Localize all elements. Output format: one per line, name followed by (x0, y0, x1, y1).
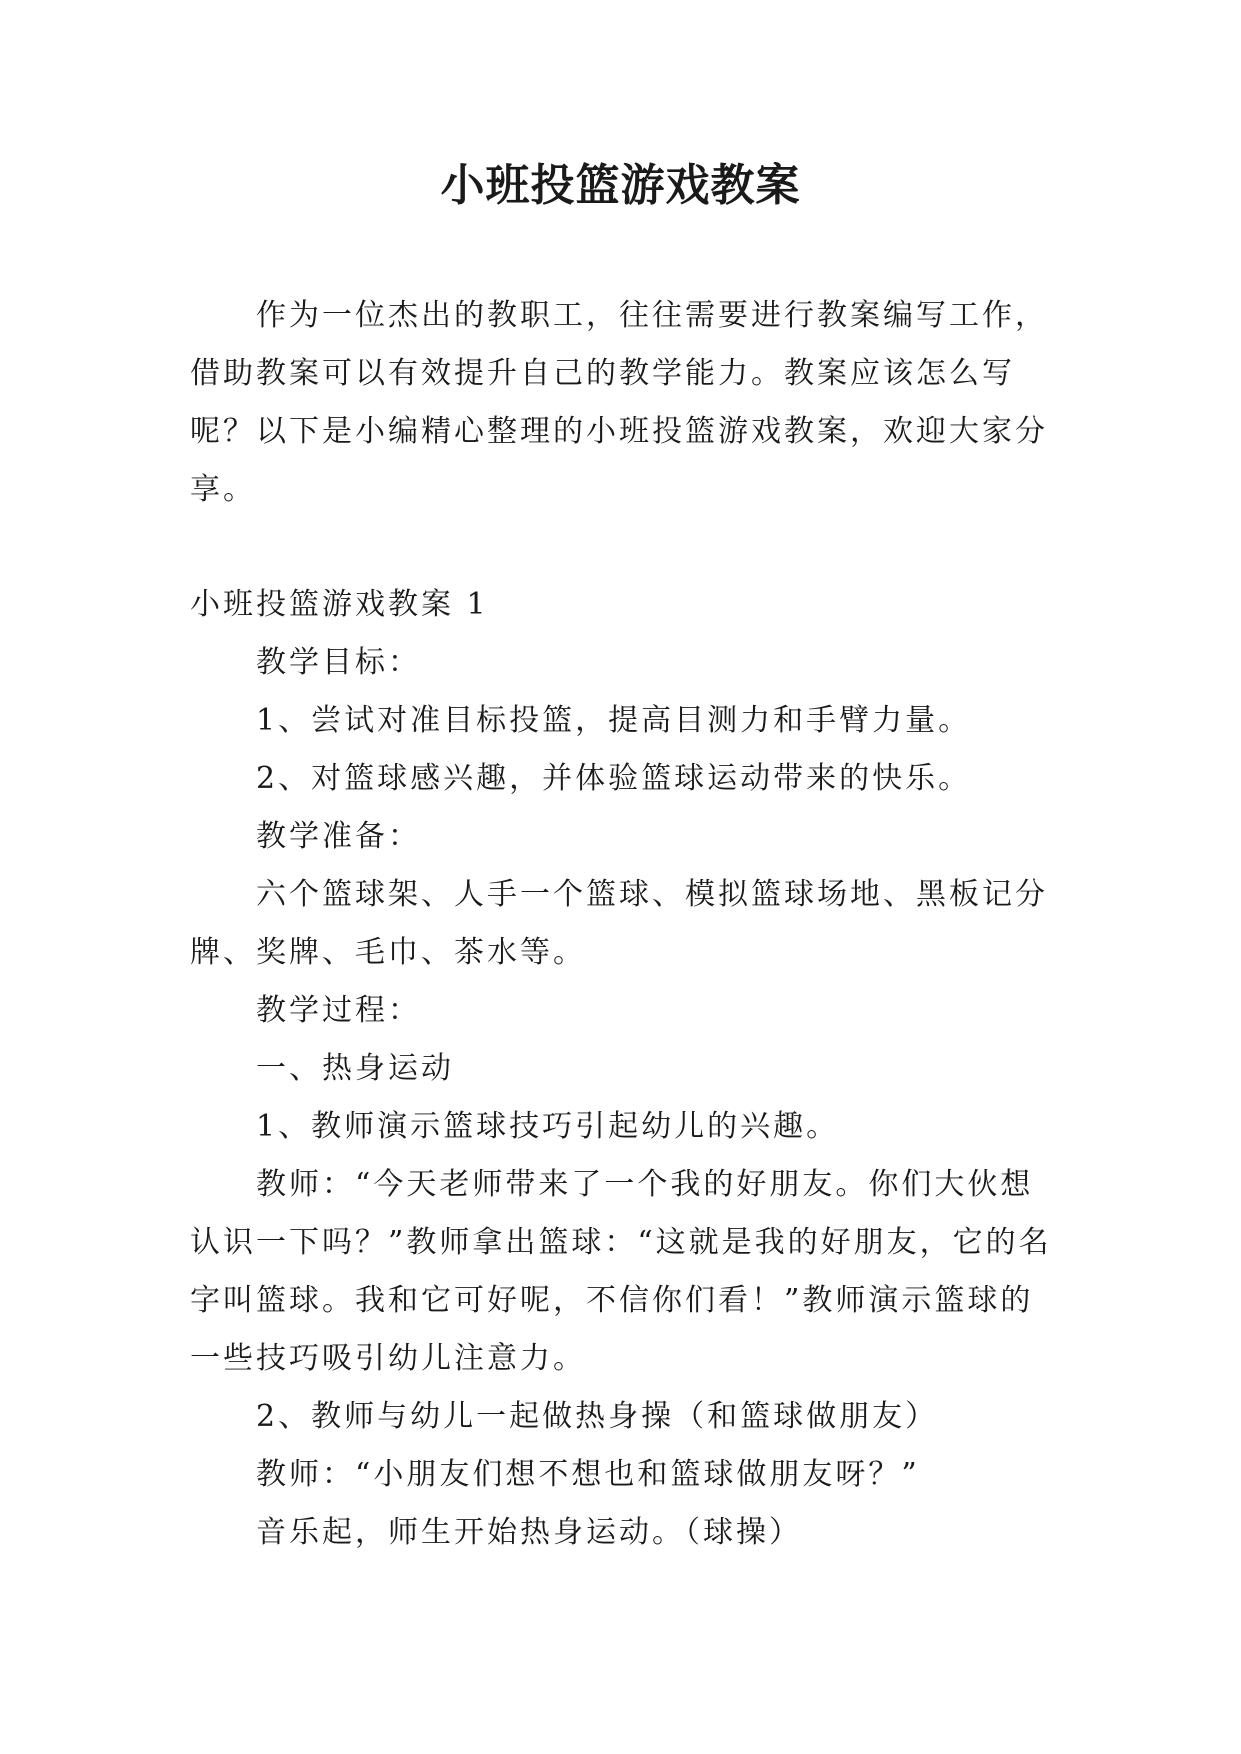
lesson-content (190, 576, 1060, 1562)
paragraph-goal-2: 2、对篮球感兴趣，并体验篮球运动带来的快乐。 (256, 761, 972, 796)
paragraph-warmup-heading: 一、热身运动 (256, 1051, 454, 1086)
paragraph-warmup-step-1: 1、教师演示篮球技巧引起幼儿的兴趣。 (256, 1109, 840, 1144)
paragraph-teacher-dialogue-1: 教师：“今天老师带来了一个我的好朋友。你们大伙想认识一下吗？”教师拿出篮球：“这就是我的好朋友，它的名字叫篮球。我和它可好呢，不信你们看！”教师演示篮球的一些技巧吸引幼儿注意力。 (190, 1167, 1052, 1376)
section-heading: 小班投篮游戏教案 1 (190, 587, 489, 622)
paragraph-teaching-goals-heading: 教学目标： (256, 645, 421, 680)
paragraph-music-warmup: 音乐起，师生开始热身运动。（球操） (256, 1515, 802, 1550)
document-title: 小班投篮游戏教案 (440, 160, 801, 211)
paragraph-goal-1: 1、尝试对准目标投篮，提高目测力和手臂力量。 (256, 703, 972, 738)
paragraph-teacher-dialogue-2: 教师：“小朋友们想不想也和篮球做朋友呀？” (256, 1457, 920, 1492)
paragraph-preparation-heading: 教学准备： (256, 819, 421, 854)
paragraph-warmup-step-2: 2、教师与幼儿一起做热身操（和篮球做朋友） (256, 1399, 939, 1434)
paragraph-process-heading: 教学过程： (256, 993, 421, 1028)
paragraph-preparation-items: 六个篮球架、人手一个篮球、模拟篮球场地、黑板记分牌、奖牌、毛巾、茶水等。 (190, 877, 1048, 970)
intro-paragraph: 作为一位杰出的教职工，往往需要进行教案编写工作，借助教案可以有效提升自己的教学能力。教案应该怎么写呢？以下是小编精心整理的小班投篮游戏教案，欢迎大家分享。 (190, 298, 1048, 507)
intro-block (190, 287, 1060, 519)
